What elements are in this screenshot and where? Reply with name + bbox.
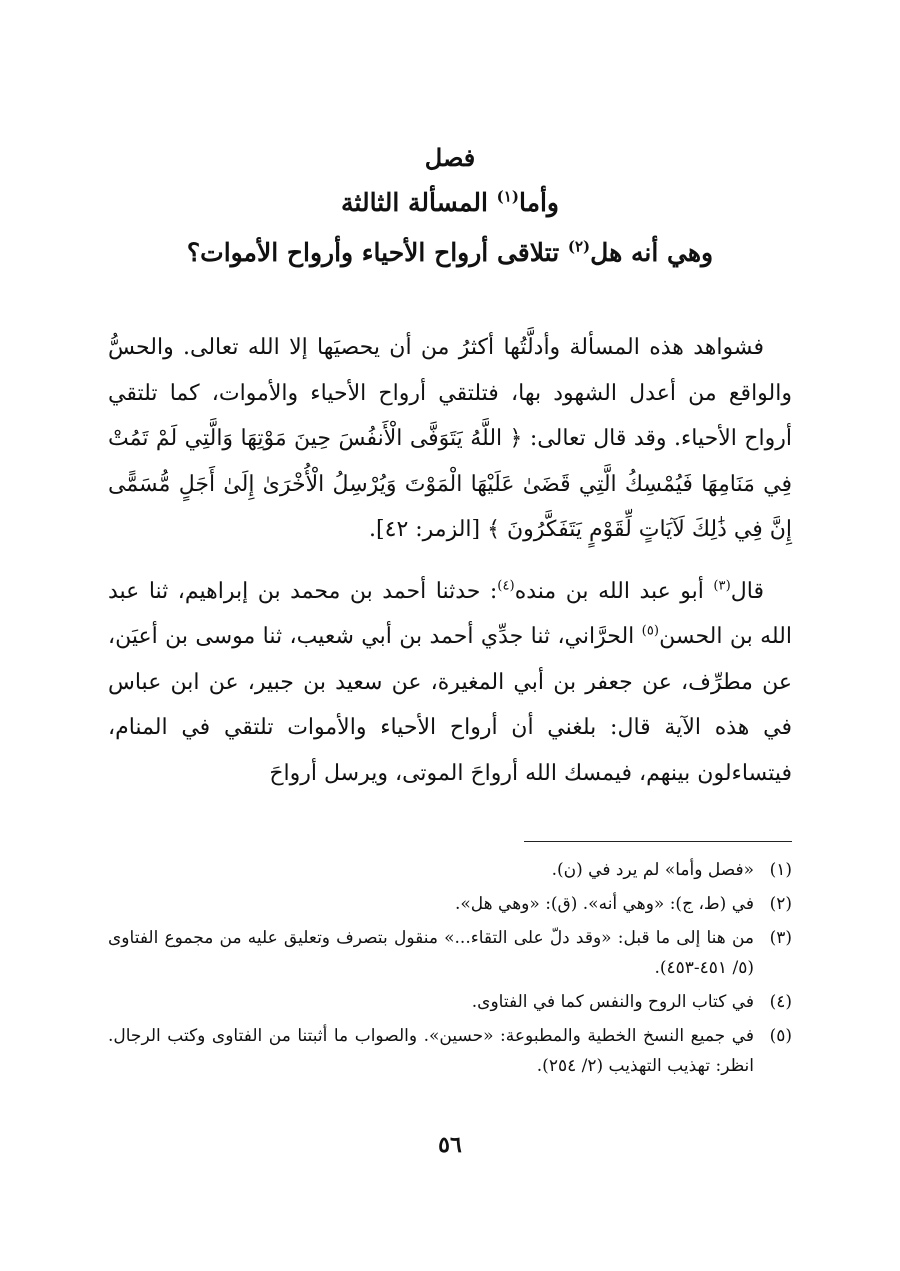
question-subtitle — [108, 228, 792, 278]
footnote-text: في (ط، ج): «وهي أنه». (ق): «وهي هل». — [455, 894, 754, 914]
quran-verse: ﴿ اللَّهُ يَتَوَفَّى الْأَنفُسَ حِينَ مَوْتِهَا وَالَّتِي لَمْ تَمُتْ فِي مَنَامِهَا فَيُمْسِكُ الَّتِي قَضَىٰ عَلَيْهَا الْمَوْتَ وَيُرْسِلُ الْأُخْرَىٰ إِلَىٰ أَجَلٍ مُّسَمًّى إِنَّ فِي ذَٰلِكَ لَآيَاتٍ لِّقَوْمٍ يَتَفَكَّرُونَ ﴾ — [108, 426, 792, 542]
footnote-ref-1[interactable]: (١) — [496, 187, 519, 206]
page-number: ٥٦ — [438, 1132, 462, 1158]
footnote-5 — [108, 1021, 792, 1081]
question-title — [108, 178, 792, 228]
footnote-ref-5[interactable]: (٥) — [641, 623, 660, 639]
footnote-number: (١) — [769, 860, 792, 880]
footnote-1 — [108, 855, 792, 885]
footnotes — [108, 855, 792, 1085]
question-subtitle-start: وهي أنه هل — [590, 238, 714, 267]
question-title-start: وأما — [518, 188, 559, 217]
paragraph-2-chain: : حدثنا أحمد بن محمد بن إبراهيم، ثنا عبد الله بن الحسن — [108, 578, 792, 649]
footnote-text: في جميع النسخ الخطية والمطبوعة: «حسين». والصواب ما أثبتنا من الفتاوى وكتب الرجال. انظر: تهذيب التهذيب (٢/ ٢٥٤). — [108, 1026, 754, 1076]
paragraph-2-start: قال — [730, 578, 765, 604]
question-subtitle-end: تتلاقى أرواح الأحياء وأرواح الأموات؟ — [186, 238, 568, 267]
footnote-number: (٥) — [769, 1026, 792, 1046]
footnote-2 — [108, 889, 792, 919]
footnote-number: (٤) — [769, 992, 792, 1012]
paragraph-1-text: فشواهد هذه المسألة وأدلَّتُها أكثرُ من أن يحصيَها إلا الله تعالى. والحسُّ والواقع من أعدل الشهود بها، فتلتقي أرواح الأحياء والأموات، كما تلتقي أرواح الأحياء. وقد قال تعالى: — [108, 335, 792, 451]
footnote-text: من هنا إلى ما قبل: «وقد دلّ على التقاء...» منقول بتصرف وتعليق عليه من مجموع الفتاوى (٥/ ٤٥١-٤٥٣). — [108, 928, 754, 978]
paragraph-2-rest: الحرَّاني، ثنا جدِّي أحمد بن أبي شعيب، ثنا موسى بن أعيَن، عن مطرِّف، عن جعفر بن أبي المغيرة، عن سعيد بن جبير، عن ابن عباس في هذه الآية قال: بلغني أن أرواح الأحياء والأموات تلتقي في المنام، فيتساءلون بينهم، فيمسك الله أرواحَ الموتى، ويرسل أرواحَ — [108, 624, 792, 786]
book-page — [108, 0, 792, 1271]
footnote-text: في كتاب الروح والنفس كما في الفتاوى. — [471, 992, 754, 1012]
paragraph-2 — [108, 569, 792, 797]
footnote-number: (٢) — [769, 894, 792, 914]
footnote-separator — [524, 841, 792, 842]
paragraph-1 — [108, 325, 792, 553]
section-title: فصل — [424, 143, 476, 172]
chapter-heading — [108, 138, 792, 278]
footnote-number: (٣) — [769, 928, 792, 948]
footnote-4 — [108, 987, 792, 1017]
footnote-ref-3[interactable]: (٣) — [713, 578, 731, 594]
footnote-ref-2[interactable]: (٢) — [567, 237, 591, 256]
footnote-3 — [108, 923, 792, 983]
paragraph-2-narrator: أبو عبد الله بن منده — [514, 578, 714, 604]
main-text — [108, 325, 792, 812]
verse-reference: [الزمر: ٤٢]. — [369, 517, 488, 542]
question-title-end: المسألة الثالثة — [341, 188, 497, 217]
footnote-text: «فصل وأما» لم يرد في (ن). — [551, 860, 754, 880]
footnote-ref-4[interactable]: (٤) — [497, 578, 515, 594]
